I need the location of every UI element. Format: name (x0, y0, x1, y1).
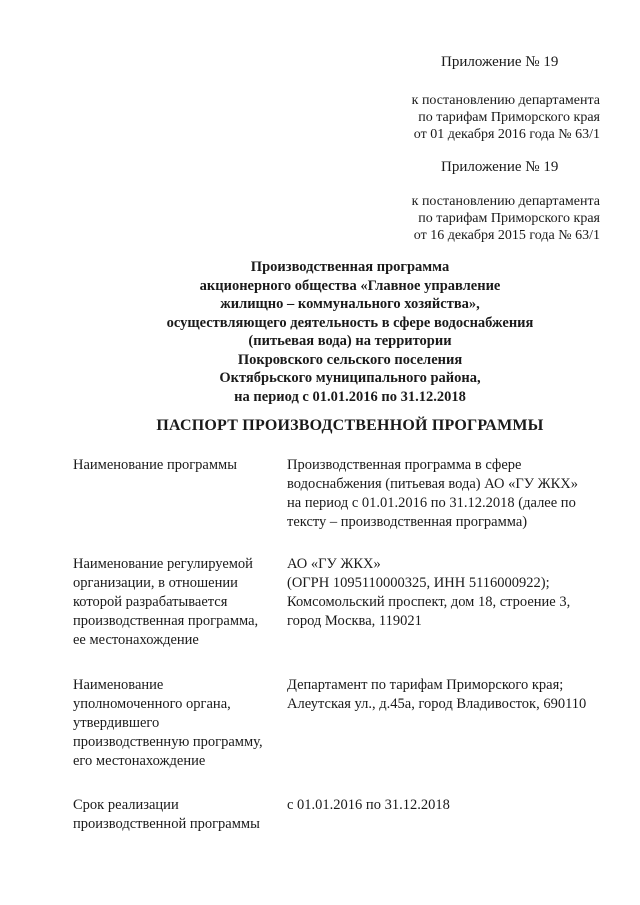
program-heading-line: (питьевая вода) на территории (248, 333, 452, 349)
appendix-1-title: Приложение № 19 (441, 54, 559, 70)
appendix-2-line: от 16 декабря 2015 года № 63/1 (413, 228, 600, 243)
passport-title: ПАСПОРТ ПРОИЗВОДСТВЕННОЙ ПРОГРАММЫ (156, 417, 544, 434)
row-label-line: организации, в отношении (73, 575, 238, 591)
row-label-line: его местонахождение (73, 753, 206, 769)
program-heading-line: Производственная программа (250, 259, 450, 275)
row-authority-value (287, 676, 617, 714)
program-heading (100, 258, 600, 406)
row-value-line: Производственная программа в сфере (287, 457, 522, 473)
row-program-name-value (287, 456, 617, 532)
appendix-1-line: от 01 декабря 2016 года № 63/1 (413, 127, 600, 142)
row-value-line: Алеутская ул., д.45а, город Владивосток, 690110 (287, 696, 587, 712)
row-label-line: Наименование программы (73, 457, 237, 473)
appendix-1-line: к постановлению департамента (411, 93, 600, 108)
program-heading-line: Октябрьского муниципального района, (219, 370, 481, 386)
row-label-line: которой разрабатывается (73, 594, 228, 610)
appendix-2-reference (412, 193, 600, 244)
row-value-line: водоснабжения (питьевая вода) АО «ГУ ЖКХ» (287, 476, 579, 492)
row-organization-label (73, 555, 283, 650)
row-organization-value (287, 555, 617, 631)
row-value-line: (ОГРН 1095110000325, ИНН 5116000922); (287, 575, 550, 591)
row-label-line: Наименование регулируемой (73, 556, 253, 572)
row-program-name-label (73, 456, 283, 475)
appendix-2-line: к постановлению департамента (411, 194, 600, 209)
row-authority-label (73, 676, 283, 771)
row-label-line: Наименование (73, 677, 164, 693)
appendix-1-reference (412, 92, 600, 143)
program-heading-line: Покровского сельского поселения (237, 351, 463, 368)
row-value-line: на период с 01.01.2016 по 31.12.2018 (далее по (287, 495, 576, 511)
row-label-line: производственная программа, (73, 613, 259, 629)
row-period-value (287, 796, 617, 815)
appendix-2-line: по тарифам Приморского края (418, 211, 600, 226)
program-heading-line: осуществляющего деятельность в сфере водоснабжения (166, 314, 534, 331)
row-label-line: производственную программу, (73, 734, 263, 750)
row-label-line: производственной программы (73, 816, 260, 832)
appendix-2-title: Приложение № 19 (441, 159, 559, 175)
row-label-line: уполномоченного органа, (73, 696, 231, 712)
row-value-line: АО «ГУ ЖКХ» (287, 556, 381, 572)
row-period-label (73, 796, 283, 834)
row-label-line: ее местонахождение (73, 632, 199, 648)
program-heading-line: жилищно – коммунального хозяйства», (220, 296, 480, 312)
row-value-line: Департамент по тарифам Приморского края; (287, 677, 564, 693)
row-value-line: Комсомольский проспект, дом 18, строение 3, (287, 594, 571, 610)
row-label-line: Срок реализации (73, 797, 179, 813)
row-value-line: город Москва, 119021 (287, 613, 422, 629)
program-heading-line: на период с 01.01.2016 по 31.12.2018 (234, 388, 466, 405)
appendix-1-line: по тарифам Приморского края (418, 110, 600, 125)
row-label-line: утвердившего (73, 715, 160, 731)
row-value-line: тексту – производственная программа) (287, 514, 528, 530)
program-heading-line: акционерного общества «Главное управление (199, 277, 501, 294)
row-value-line: с 01.01.2016 по 31.12.2018 (287, 797, 450, 813)
